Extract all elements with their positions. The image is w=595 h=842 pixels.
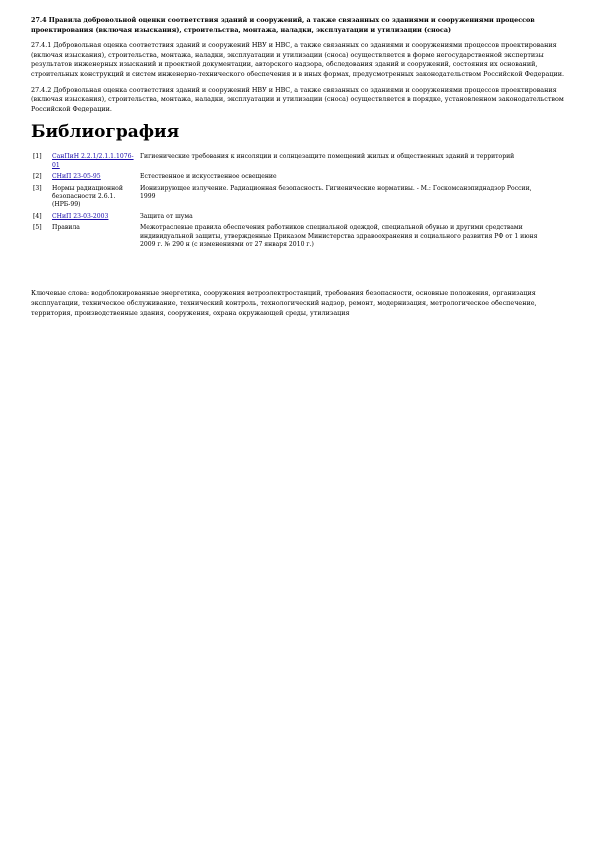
- document-page: [31, 16, 571, 325]
- bibliography-row: [31, 184, 546, 212]
- entry-description: Ионизирующее излучение. Радиационная безопасность. Гигиенические нормативы. - М.: Госкомсанэпиднадзор России, 1999: [140, 184, 532, 200]
- keywords-paragraph: Ключевые слова: водоблокированные энергетика, сооружения ветроэлектростанций, требования безопасности, основные положения, организация эксплуатации, техническое обслуживание, технический контроль, технологический надзор, ремонт, модернизация, метрологическое обеспечение, территория, производственные здания, сооружения, охрана окружающей среды, утилизация: [31, 289, 537, 317]
- entry-reference: [50, 212, 138, 223]
- bibliography-row: [31, 223, 546, 251]
- bibliography-table: [31, 152, 546, 251]
- reference-link[interactable]: СНиП 23-05-95: [52, 173, 101, 181]
- paragraph-27-4: 27.4 Правила добровольной оценки соответствия зданий и сооружений, а также связанных со зданиями и сооружениями процессов проектирования (включая изыскания), строительства, монтажа, наладки, эксплуатации и утилизации (сноса): [31, 16, 535, 34]
- paragraph-27-4-1: 27.4.1 Добровольная оценка соответствия зданий и сооружений НВУ и НВС, а также связанных со зданиями и сооружениями процессов проектирования (включая изыскания), строительства, монтажа, наладки, эксплуатации и утилизации (сноса) осуществляется в форме негосударственной экспертизы результатов инженерных изысканий и проектной документации, авторского надзора, обследования зданий и сооружений, состояния их оснований, строительных конструкций и систем инженерно-технического обеспечения и в иных формах, предусмотренных законодательством Российской Федерации.: [31, 41, 564, 78]
- entry-number: [1]: [33, 153, 42, 161]
- reference-link[interactable]: СанПиН 2.2.1/2.1.1.1076-01: [52, 153, 134, 169]
- entry-number: [4]: [33, 212, 42, 220]
- paragraph-27-4-2: 27.4.2 Добровольная оценка соответствия зданий и сооружений НВУ и НВС, а также связанных со зданиями и сооружениями процессов проектирования (включая изыскания), строительства, монтажа, наладки, эксплуатации и утилизации (сноса) осуществляется в порядке, установленном законодательством Российской Федерации.: [31, 85, 564, 113]
- entry-number: [5]: [33, 224, 42, 232]
- entry-number: [2]: [33, 173, 42, 181]
- entry-reference: Правила: [52, 224, 80, 232]
- entry-description: Естественное и искусственное освещение: [140, 173, 277, 181]
- bibliography-row: [31, 212, 546, 223]
- reference-link[interactable]: СНиП 23-03-2003: [52, 212, 109, 220]
- entry-reference: Нормы радиационной безопасности 2.6.1. (НРБ-99): [52, 184, 123, 209]
- entry-reference: [50, 172, 138, 183]
- bibliography-title: Библиография: [31, 122, 180, 143]
- bibliography-row: [31, 152, 546, 172]
- entry-reference: [50, 152, 138, 172]
- entry-number: [3]: [33, 184, 42, 192]
- entry-description: Гигиенические требования к инсоляции и солнцезащите помещений жилых и общественных зданий и территорий: [140, 153, 515, 161]
- entry-description: Защита от шума: [140, 212, 193, 220]
- entry-description: Межотраслевые правила обеспечения работников специальной одеждой, специальной обувью и другими средствами индивидуальной защиты, утвержденные Приказом Министерства здравоохранения и социального развития РФ от 1 июня 2009 г. № 290 н (с изменениями от 27 января 2010 г.): [140, 224, 538, 248]
- bibliography-row: [31, 172, 546, 183]
